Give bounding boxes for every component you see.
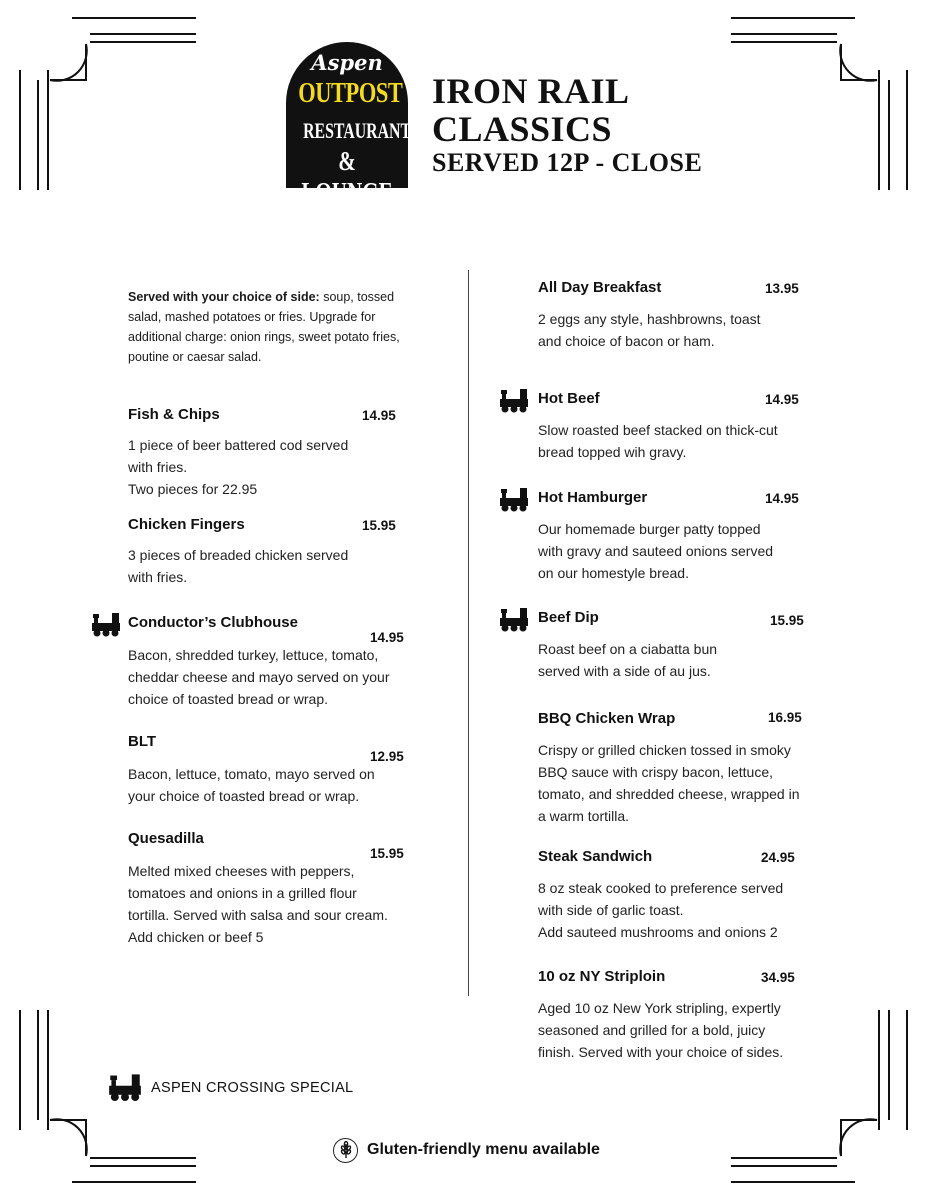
item-description <box>538 419 778 463</box>
logo-lounge-text: & LOUNGE <box>301 146 393 207</box>
item-price: 14.95 <box>765 392 799 407</box>
description-line: Bacon, lettuce, tomato, mayo served on <box>128 766 375 782</box>
description-line: Add sauteed mushrooms and onions 2 <box>538 924 778 940</box>
logo-restaurant-text: RESTAURANT <box>303 118 412 143</box>
item-name: Fish & Chips <box>128 406 220 423</box>
corner-ornament-bottom-left <box>0 1000 200 1200</box>
logo-script-text: Aspen <box>311 50 383 75</box>
title-line-1: IRON RAIL <box>432 71 630 111</box>
item-description <box>538 997 783 1063</box>
description-line: cheddar cheese and mayo served on your <box>128 669 390 685</box>
item-name: BLT <box>128 733 157 750</box>
item-price: 24.95 <box>761 850 795 865</box>
train-icon <box>499 607 529 631</box>
description-line: bread topped wih gravy. <box>538 444 687 460</box>
gluten-friendly-label: Gluten-friendly menu available <box>367 1141 600 1158</box>
item-description <box>538 308 761 352</box>
description-line: Aged 10 oz New York stripling, expertly <box>538 1000 781 1016</box>
description-line: tortilla. Served with salsa and sour cream. <box>128 907 388 923</box>
description-line: with fries. <box>128 459 188 475</box>
description-line: Bacon, shredded turkey, lettuce, tomato, <box>128 647 379 663</box>
description-line: on our homestyle bread. <box>538 565 689 581</box>
corner-ornament-top-left <box>0 0 200 200</box>
sides-note <box>128 287 428 367</box>
description-line: Slow roasted beef stacked on thick-cut <box>538 422 778 438</box>
corner-ornament-top-right <box>727 0 927 200</box>
description-line: 1 piece of beer battered cod served <box>128 437 349 453</box>
description-line: Add chicken or beef 5 <box>128 929 264 945</box>
description-line: Our homemade burger patty topped <box>538 521 761 537</box>
description-line: tomato, and shredded cheese, wrapped in <box>538 786 800 802</box>
sides-note-text: soup, tossed salad, mashed potatoes or fries. Upgrade for additional charge: onion rings, sweet potato fries, poutine or caesar salad. <box>128 290 400 364</box>
item-price: 15.95 <box>362 518 396 533</box>
item-name: 10 oz NY Striploin <box>538 968 666 985</box>
page-title <box>432 72 702 178</box>
description-line: Two pieces for 22.95 <box>128 481 258 497</box>
train-icon <box>499 487 529 511</box>
column-divider <box>468 270 469 996</box>
item-description <box>128 644 390 710</box>
description-line: your choice of toasted bread or wrap. <box>128 788 360 804</box>
train-icon <box>91 612 121 636</box>
description-line: tomatoes and onions in a grilled flour <box>128 885 357 901</box>
item-price: 34.95 <box>761 970 795 985</box>
description-line: with fries. <box>128 569 188 585</box>
item-name: Steak Sandwich <box>538 848 653 865</box>
item-price: 13.95 <box>765 281 799 296</box>
description-line: Roast beef on a ciabatta bun <box>538 641 718 657</box>
item-name: Hot Beef <box>538 390 600 407</box>
item-description <box>128 434 348 500</box>
title-line-2: CLASSICS <box>432 109 613 149</box>
serving-hours: SERVED 12P - CLOSE <box>432 148 703 177</box>
description-line: served with a side of au jus. <box>538 663 711 679</box>
logo-outpost-text: OUTPOST <box>298 78 403 109</box>
description-line: BBQ sauce with crispy bacon, lettuce, <box>538 764 773 780</box>
item-name: Quesadilla <box>128 830 204 847</box>
train-icon <box>499 388 529 412</box>
description-line: a warm tortilla. <box>538 808 630 824</box>
description-line: finish. Served with your choice of sides. <box>538 1044 784 1060</box>
item-price: 15.95 <box>770 613 804 628</box>
item-price: 12.95 <box>370 749 404 764</box>
item-name: Hot Hamburger <box>538 489 648 506</box>
item-description <box>128 860 388 948</box>
description-line: and choice of bacon or ham. <box>538 333 715 349</box>
item-name: BBQ Chicken Wrap <box>538 710 676 727</box>
item-price: 16.95 <box>768 710 802 725</box>
train-icon <box>108 1073 142 1107</box>
description-line: Crispy or grilled chicken tossed in smoky <box>538 742 791 758</box>
item-name: Conductor’s Clubhouse <box>128 614 298 631</box>
restaurant-logo <box>286 42 412 207</box>
item-price: 14.95 <box>765 491 799 506</box>
item-price: 15.95 <box>370 846 404 861</box>
item-price: 14.95 <box>370 630 404 645</box>
description-line: 3 pieces of breaded chicken served <box>128 547 349 563</box>
description-line: 2 eggs any style, hashbrowns, toast <box>538 311 761 327</box>
description-line: choice of toasted bread or wrap. <box>128 691 329 707</box>
item-description <box>128 544 348 588</box>
item-name: Beef Dip <box>538 609 599 626</box>
item-description <box>538 739 800 827</box>
wheat-icon <box>333 1138 358 1163</box>
special-legend-label: ASPEN CROSSING SPECIAL <box>151 1080 354 1096</box>
description-line: seasoned and grilled for a bold, juicy <box>538 1022 766 1038</box>
sides-note-lead: Served with your choice of side: <box>128 290 320 304</box>
item-name: All Day Breakfast <box>538 279 662 296</box>
item-name: Chicken Fingers <box>128 516 245 533</box>
description-line: with gravy and sauteed onions served <box>538 543 774 559</box>
description-line: Melted mixed cheeses with peppers, <box>128 863 355 879</box>
item-description <box>538 518 773 584</box>
item-price: 14.95 <box>362 408 396 423</box>
item-description <box>538 877 783 943</box>
description-line: 8 oz steak cooked to preference served <box>538 880 784 896</box>
item-description <box>538 638 717 682</box>
description-line: with side of garlic toast. <box>538 902 684 918</box>
item-description <box>128 763 375 807</box>
